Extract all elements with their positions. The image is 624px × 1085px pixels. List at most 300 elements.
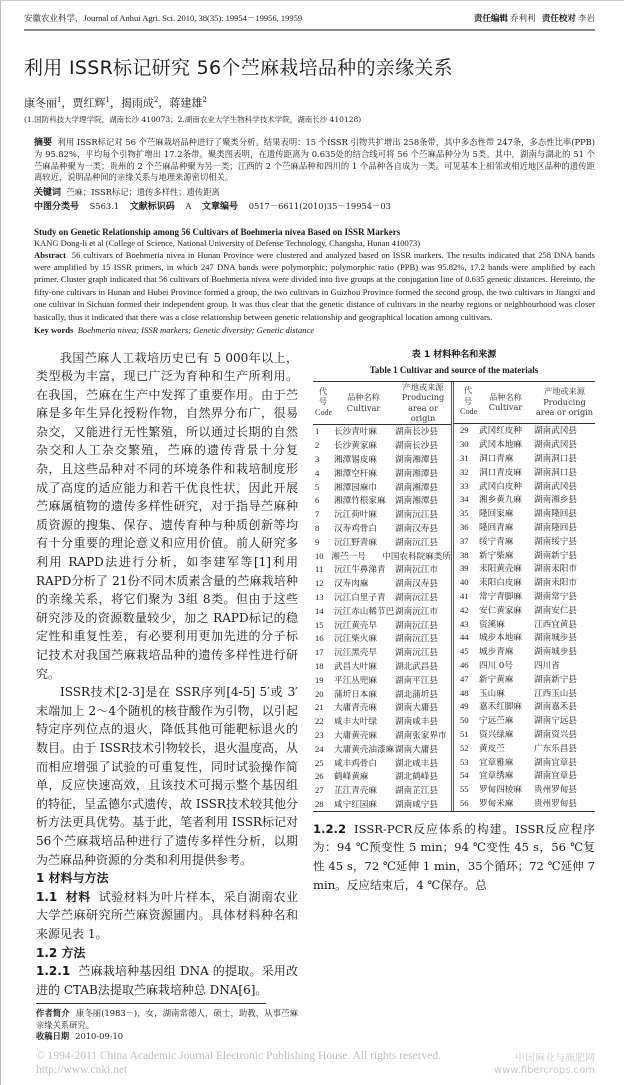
cultivar-cell: 宜章雅麻 — [479, 757, 514, 768]
origin-cell: 湖南城步县 — [534, 647, 577, 658]
code-cell: 53 — [460, 756, 469, 767]
cultivar-cell: 罗甸四棱麻 — [479, 785, 522, 796]
code-cell: 17 — [315, 647, 324, 658]
origin-cell: 湖南资兴县 — [534, 729, 577, 740]
cultivar-cell: 咸宁红园麻 — [334, 799, 377, 810]
origin-cell: 湖南平江县 — [395, 675, 438, 686]
code-cell: 32 — [460, 466, 469, 477]
origin-cell: 湖南武冈县 — [534, 481, 577, 492]
origin-cell: 湖南宜章县 — [534, 757, 577, 768]
code-cell: 26 — [315, 771, 324, 782]
clc-value: S563.1 — [89, 200, 120, 211]
paragraph: 我国苎麻人工栽培历史已有 5 000年以上，类型极为丰富，现已广泛为育种和生产所利用。在我国，苎麻在生产中发挥了重要作用。由于苎麻是多年生异化授粉作物，自然界分布广，很易杂交，又能进行无性繁殖，所以通过长期的自然杂交和人工杂交繁殖，苎麻的遗传背景十分复杂，且这些品种对不同的环境条件和栽培制度形成了高度的适应能力和若干优良性状，因此开展苎麻属植物的遗传多样性研究，对于指导苎麻种质资源的搜集、保存、遗传育种与种质创新等均有十分重要的理论意义和应用价值。前人研究多利用 RAPD法进行分析，如李建军等[1]利用 RAPD分析了 21份不同木质素含量的苎麻栽培种的亲缘关系，将它们聚为 3组 8类。但由于这些研究涉及的资源数量较少，加之 RAPD标记的稳定性和重复性差，有必要利用更加先进的分子标记技术对我国苎麻栽培品种的遗传多样性进行研究。 — [36, 350, 298, 681]
table-row — [313, 493, 451, 507]
table-row — [313, 714, 451, 728]
table-row — [454, 686, 595, 700]
body-left-column — [36, 349, 298, 1043]
editor-name: 乔利利 — [509, 13, 536, 23]
table-row — [454, 561, 595, 575]
cultivar-cell: 大庸黄壳油漆麻 — [334, 744, 395, 755]
table-row — [313, 769, 451, 783]
code-cell: 24 — [315, 743, 324, 754]
keywords-en-text: Boehmeria nivea; ISSR markers; Genetic diversity; Genetic distance — [77, 325, 315, 336]
code-cell: 44 — [460, 632, 469, 643]
origin-cell: 湖南沅江市 — [395, 565, 438, 576]
code-cell: 30 — [460, 439, 469, 450]
cultivar-cell: 咸丰大叶绿 — [334, 717, 377, 728]
bio-text: 康冬丽(1983－)，女，湖南常德人，硕士，助教，从事苎麻亲缘关系研究。 — [36, 1008, 298, 1030]
code-cell: 16 — [315, 633, 324, 644]
cultivar-cell: 嘉禾红脚麻 — [479, 702, 522, 713]
table-row — [454, 534, 595, 548]
cultivar-cell: 绥宁青麻 — [479, 536, 514, 547]
origin-cell: 湖南常宁县 — [534, 591, 577, 602]
table-caption-en: Table 1 Cultivar and source of the materials — [369, 364, 539, 375]
table-row — [313, 673, 451, 687]
code-cell: 6 — [315, 495, 320, 506]
origin-cell: 湖北武昌县 — [395, 661, 438, 672]
table-row — [454, 617, 595, 631]
code-cell: 19 — [315, 674, 324, 685]
origin-cell: 湖南洞口县 — [534, 467, 577, 478]
origin-cell: 湖南沅江县 — [395, 592, 438, 603]
bio-line — [36, 1008, 298, 1031]
cultivar-cell: 咸丰鸡骨白 — [334, 758, 377, 769]
code-cell: 46 — [460, 659, 469, 670]
footnote-rule — [36, 1003, 266, 1004]
abstract-cn — [34, 137, 595, 184]
table-row — [454, 699, 595, 713]
origin-cell: 湖南汉寿县 — [395, 579, 438, 590]
keywords-text: 苎麻；ISSR标记；遗传多样性；遗传距离 — [66, 186, 220, 197]
cultivar-cell: 资兴绿麻 — [479, 729, 514, 740]
origin-cell: 湖南宁远县 — [534, 716, 577, 727]
cultivar-cell: 湘潭园麻巾 — [334, 482, 377, 493]
origin-cell: 湖南大庸县 — [395, 744, 438, 755]
cultivar-cell: 湘潭竹根家麻 — [334, 496, 386, 507]
origin-cell: 湖南沅江县 — [395, 620, 438, 631]
cultivar-cell: 蒲圻日本麻 — [334, 689, 377, 700]
code-cell: 42 — [460, 604, 469, 615]
cultivar-cell: 武冈白皮种 — [479, 481, 522, 492]
code-cell: 12 — [315, 578, 324, 589]
table-row — [313, 604, 451, 618]
code-cell: 48 — [460, 687, 469, 698]
subsection-text: ISSR-PCR反应体系的构建。ISSR反应程序为：94 ℃预变性 5 min；94 ℃变性 45 s，56 ℃复性 45 s，72 ℃延伸 1 min，35个循环；72 ℃延伸 7 min。反应结束后，4 ℃保存。总 — [313, 821, 595, 892]
code-cell: 52 — [460, 742, 469, 753]
table-right-half — [454, 382, 595, 811]
subsection-materials — [36, 888, 298, 944]
cultivar-cell: 沅江赤山稀节巴 — [334, 606, 395, 617]
english-title: Study on Genetic Relationship among 56 Cultivars of Boehmeria nivea Based on ISSR Markers — [34, 226, 401, 237]
paper-title: 利用 ISSR标记研究 56个苎麻栽培品种的亲缘关系 — [24, 57, 453, 79]
cultivar-cell: 资溪麻 — [479, 619, 505, 630]
table-row — [313, 659, 451, 673]
cultivar-cell: 湘潭空杆麻 — [334, 468, 377, 479]
code-cell: 27 — [315, 785, 324, 796]
keywords-en — [34, 324, 595, 336]
cultivar-cell: 湘乡黄九麻 — [479, 495, 522, 506]
section-number: 1.2.1 — [36, 964, 71, 979]
origin-cell: 湖南嘉禾县 — [534, 702, 577, 713]
cultivar-cell: 湘苎一号 — [331, 551, 366, 562]
code-cell: 23 — [315, 729, 324, 740]
code-cell: 35 — [460, 508, 469, 519]
author: 康冬丽 — [24, 96, 57, 110]
cultivar-cell: 玉山麻 — [479, 688, 505, 699]
author-sup: 1 — [105, 96, 110, 104]
cultivar-cell: 洞口青皮麻 — [479, 467, 522, 478]
clc-label: 中图分类号 — [34, 201, 80, 212]
cultivar-cell: 城步青麻 — [479, 647, 514, 658]
table-row — [313, 783, 451, 797]
code-cell: 29 — [460, 425, 469, 436]
received-date: 2010-09-10 — [75, 1031, 124, 1042]
origin-cell: 湖南隆回县 — [534, 509, 577, 520]
author-sup: 2 — [153, 96, 159, 104]
table-row — [454, 437, 595, 451]
table-row — [454, 658, 595, 672]
watermark-cn: 中国麻业与施肥网 — [515, 1052, 595, 1064]
cultivar-cell: 大庸青壳麻 — [334, 703, 377, 714]
doc-label: 文献标识码 — [129, 201, 175, 212]
cultivar-cell: 黄皮苎 — [479, 743, 505, 754]
cultivar-cell: 沅江黑壳早 — [334, 648, 377, 659]
table-left-half — [313, 382, 454, 811]
column-header: 产地或来源 Producing area or origin — [401, 381, 445, 423]
code-cell: 4 — [315, 467, 320, 478]
code-cell: 34 — [460, 494, 469, 505]
abstract-text: 利用 ISSR标记对 56 个苎麻栽培品种进行了聚类分析。结果表明：15 个ISSR 引物共扩增出 258条带，其中多态性带 247条，多态性比率(PPB)为 95.82%，平均每个引物扩增出 17.2条带。聚类图表明，在遗传距离为 0.635处的结合线可将 56 个苎麻品种分为 5类。其中，湖南与湖北的 51 个苎麻品种聚为一类；贵州的 2 个苎麻品种聚为另一类；江西的 2 个苎麻品种和四川的 1 个品种各自成为一类。可见基本上相邻或相近地区品种的遗传距离较近，说明品种间的亲缘关系与地理来源密切相关。 — [34, 136, 595, 183]
table-row — [454, 479, 595, 493]
section-heading: 1 材料与方法 — [36, 871, 109, 886]
cultivar-cell: 长沙青叶麻 — [334, 427, 377, 438]
abstract-label: 摘要 — [34, 137, 53, 148]
author: 贾红辉 — [72, 96, 106, 110]
origin-cell: 中国农科院麻类所 — [382, 551, 451, 562]
table-caption-cn: 表 1 材料种名和来源 — [411, 349, 497, 360]
table-row — [313, 797, 451, 811]
code-cell: 25 — [315, 757, 324, 768]
paragraph: ISSR技术[2-3]是在 SSR序列[4-5] 5′或 3′末端加上 2～4个随机的核苷酸作为引物，以引起特定序列位点的退火，降低其他可能靶标退火的数目。由于 ISSR技术引物较长，退火温度高，从而相应增强了试验的可重复性，同时试验操作简单，反应快速高效，且该技术可揭示整个基因组的特征，呈孟德尔式遗传，故 ISSR技术较其他分析方法更具优势。基于此，笔者利用 ISSR标记对 56个苎麻栽培品种进行了遗传多样性分析，以期为苎麻品种资源的分类和利用提供参考。 — [36, 685, 298, 867]
origin-cell: 湖南耒阳市 — [534, 564, 577, 575]
origin-cell: 湖南长沙县 — [395, 427, 438, 438]
code-cell: 13 — [315, 591, 324, 602]
column-header: 代号 Code — [315, 386, 333, 417]
cultivar-cell: 宁远苎麻 — [479, 716, 514, 727]
origin-cell: 湖北蒲圻县 — [395, 689, 438, 700]
origin-cell: 湖南汉寿县 — [395, 523, 438, 534]
cultivar-cell: 隆回青麻 — [479, 522, 514, 533]
origin-cell: 贵州罗甸县 — [534, 785, 577, 796]
page-footer — [24, 1049, 595, 1077]
origin-cell: 湖南新宁县 — [534, 674, 577, 685]
abstract-en-label: Abstract — [34, 249, 66, 260]
origin-cell: 湖南沅江县 — [395, 537, 438, 548]
table-row — [454, 575, 595, 589]
table-row — [454, 768, 595, 782]
table-row — [454, 520, 595, 534]
cultivar-cell: 大庸黄壳麻 — [334, 730, 377, 741]
author: 揭雨成 — [120, 96, 154, 110]
table-row — [313, 687, 451, 701]
subsection-text: 苎麻栽培种基因组 DNA 的提取。采用改进的 CTAB法提取苎麻栽培种总 DNA[6]。 — [36, 964, 298, 997]
column-header: 代号 Code — [460, 386, 478, 417]
origin-cell: 湖南咸宁县 — [395, 799, 438, 810]
table-row — [313, 562, 451, 576]
cultivar-cell: 平江丛兜麻 — [334, 675, 377, 686]
body-right-column — [313, 349, 595, 1043]
code-cell: 50 — [460, 715, 469, 726]
code-cell: 37 — [460, 535, 469, 546]
code-cell: 31 — [460, 452, 469, 463]
code-cell: 8 — [315, 522, 320, 533]
cultivar-cell: 长沙黄家麻 — [334, 441, 377, 452]
proof-label: 责任校对 — [541, 14, 576, 24]
table-row — [454, 603, 595, 617]
table-row — [454, 644, 595, 658]
keywords-cn — [34, 186, 595, 199]
table-row — [313, 700, 451, 714]
cultivar-cell: 洞口青麻 — [479, 453, 514, 464]
table-row — [454, 755, 595, 769]
cultivar-cell: 武昌大叶麻 — [334, 661, 377, 672]
abstract-en — [34, 249, 595, 323]
body-columns — [24, 349, 595, 1043]
table-row — [313, 507, 451, 521]
cultivar-cell: 芷江青壳麻 — [334, 786, 377, 797]
code-cell: 21 — [315, 702, 324, 713]
origin-cell: 湖南沅江县 — [395, 634, 438, 645]
cultivar-cell: 沅江白里子青 — [334, 592, 386, 603]
keywords-label: 关键词 — [34, 187, 62, 198]
code-cell: 10 — [315, 550, 324, 561]
cultivar-cell: 汉寿肉麻 — [334, 579, 369, 590]
origin-cell: 湖北鹤峰县 — [395, 772, 438, 783]
cultivar-table — [313, 381, 595, 812]
origin-cell: 湖北咸丰县 — [395, 758, 438, 769]
table-row — [454, 451, 595, 465]
origin-cell: 湖南武冈县 — [534, 440, 577, 451]
code-cell: 40 — [460, 577, 469, 588]
origin-cell: 湖南沅江市 — [395, 606, 438, 617]
cultivar-cell: 沅江荷叶麻 — [334, 510, 377, 521]
column-header: 品种名称 Cultivar — [346, 392, 381, 413]
table-row — [313, 590, 451, 604]
origin-cell: 湖南长沙县 — [395, 441, 438, 452]
cultivar-cell: 罗甸米麻 — [479, 798, 514, 809]
table-row — [454, 548, 595, 562]
proofreader-name: 李岩 — [577, 13, 595, 23]
table-row — [313, 438, 451, 452]
code-cell: 49 — [460, 701, 469, 712]
code-cell: 56 — [460, 797, 469, 808]
table-header-row — [313, 382, 451, 425]
table-row — [454, 672, 595, 686]
code-cell: 28 — [315, 798, 324, 809]
cultivar-cell: 沅江野青麻 — [334, 537, 377, 548]
origin-cell: 湖南沅江县 — [395, 510, 438, 521]
origin-cell: 湖南隆回县 — [534, 522, 577, 533]
code-cell: 45 — [460, 646, 469, 657]
code-cell: 3 — [315, 453, 320, 464]
code-cell: 14 — [315, 605, 324, 616]
origin-cell: 湖南城步县 — [534, 633, 577, 644]
english-author: KANG Dong-li et al (College of Science, National University of Defense Technology, Changsha, Hunan 410073) — [34, 237, 421, 248]
column-header: 品种名称 Cultivar — [488, 391, 523, 412]
origin-cell: 湖南大庸县 — [395, 703, 438, 714]
author-sup: 2 — [202, 96, 207, 104]
code-cell: 15 — [315, 619, 324, 630]
cultivar-cell: 沅江柴火麻 — [334, 634, 377, 645]
table-row — [454, 727, 595, 741]
table-row — [313, 466, 451, 480]
received-label: 收稿日期 — [36, 1031, 70, 1042]
code-cell: 41 — [460, 590, 469, 601]
code-cell: 11 — [315, 564, 324, 575]
cultivar-cell: 四川 0号 — [479, 660, 513, 671]
code-cell: 43 — [460, 618, 469, 629]
code-cell: 20 — [315, 688, 324, 699]
table-row — [313, 535, 451, 549]
received-line — [36, 1031, 298, 1043]
cultivar-cell: 耒阳白皮麻 — [479, 578, 522, 589]
table-row — [454, 741, 595, 755]
cultivar-cell: 汉寿鸡骨白 — [334, 523, 377, 534]
cultivar-cell: 新宁柴麻 — [479, 550, 514, 561]
table-row — [313, 576, 451, 590]
section-number: 1.1 — [36, 889, 58, 904]
author-bio — [36, 1008, 298, 1043]
cultivar-cell: 沅江牛鼻涕青 — [334, 565, 386, 576]
origin-cell: 湖南安仁县 — [534, 605, 577, 616]
editor-label: 责任编辑 — [473, 14, 508, 24]
table-row — [313, 728, 451, 742]
origin-cell: 湖南新宁县 — [534, 550, 577, 561]
table-row — [454, 589, 595, 603]
bio-label: 作者简介 — [36, 1008, 70, 1019]
table-row — [454, 630, 595, 644]
code-cell: 5 — [315, 481, 320, 492]
doc-value: A — [185, 200, 192, 211]
cultivar-cell: 沅江黄壳早 — [334, 620, 377, 631]
origin-cell: 湖南湘潭县 — [395, 482, 438, 493]
table-row — [313, 618, 451, 632]
table-row — [313, 425, 451, 439]
table-row — [454, 424, 595, 438]
origin-cell: 湖南咸丰县 — [395, 717, 438, 728]
table-row — [313, 521, 451, 535]
code-cell: 1 — [315, 426, 320, 437]
table-row — [313, 631, 451, 645]
code-cell: 54 — [460, 770, 469, 781]
origin-cell: 湖南洞口县 — [534, 453, 577, 464]
table-row — [454, 796, 595, 810]
origin-cell: 湖南耒阳市 — [534, 578, 577, 589]
code-cell: 7 — [315, 509, 320, 520]
subsection-dna — [36, 962, 298, 999]
watermark-url: www.fibercrops.com — [493, 1064, 595, 1076]
code-cell: 2 — [315, 440, 320, 451]
copyright-footer: © 1994-2011 China Academic Journal Electronic Publishing House. All rights reserved. http://www.cnki.net — [36, 1049, 441, 1076]
subsection-heading: 1.2 方法 — [36, 945, 86, 960]
table-row — [313, 645, 451, 659]
classification-line — [34, 200, 595, 213]
code-cell: 22 — [315, 716, 324, 727]
origin-cell: 湖南湘潭县 — [395, 454, 438, 465]
article-value: 0517－6611(2010)35－19954－03 — [248, 200, 391, 211]
keywords-en-label: Key words — [34, 325, 74, 336]
cultivar-cell: 安仁黄家麻 — [479, 605, 522, 616]
editor-info — [474, 12, 595, 24]
origin-cell: 湖南湘潭县 — [395, 468, 438, 479]
origin-cell: 江西宜黄县 — [534, 619, 577, 630]
table-row — [454, 782, 595, 796]
cultivar-cell: 鹤峰黄麻 — [334, 772, 369, 783]
running-header — [24, 12, 595, 31]
origin-cell: 广东乐昌县 — [534, 743, 577, 754]
origin-cell: 湖南湘潭县 — [395, 496, 438, 507]
abstract-block — [24, 137, 595, 337]
origin-cell: 湖南湘乡县 — [534, 495, 577, 506]
code-cell: 38 — [460, 549, 469, 560]
column-header: 产地或来源 Producing area or origin — [535, 386, 594, 418]
cultivar-cell: 耒阳黄壳麻 — [479, 564, 522, 575]
cultivar-cell: 武冈红皮种 — [479, 426, 522, 437]
origin-cell: 四川省 — [534, 660, 560, 671]
table-header-row — [454, 382, 595, 424]
author-sup: 1 — [57, 96, 62, 104]
cultivar-cell: 常宁青脚麻 — [479, 591, 522, 602]
author-list: 康冬丽$^1$，贾红辉$^1$，揭雨成$^2$，蒋建雄$^2$ — [24, 96, 207, 110]
table-row — [454, 492, 595, 506]
code-cell: 39 — [460, 563, 469, 574]
code-cell: 36 — [460, 521, 469, 532]
cultivar-cell: 湘潭锡皮麻 — [334, 454, 377, 465]
code-cell: 18 — [315, 660, 324, 671]
table-row — [313, 549, 451, 563]
code-cell: 9 — [315, 536, 320, 547]
origin-cell: 湖南宜章县 — [534, 771, 577, 782]
subsection-title: 材料 — [65, 889, 91, 904]
origin-cell: 湖南武冈县 — [534, 426, 577, 437]
table-row — [313, 452, 451, 466]
origin-cell: 湖南绥宁县 — [534, 536, 577, 547]
table-row — [454, 465, 595, 479]
cultivar-cell: 武冈本地麻 — [479, 440, 522, 451]
table-row — [313, 756, 451, 770]
table-row — [313, 742, 451, 756]
table-row — [313, 480, 451, 494]
journal-citation: 安徽农业科学，Journal of Anhui Agri. Sci. 2010, 38(35): 19954－19956, 19959 — [24, 13, 303, 23]
origin-cell: 江西玉山县 — [534, 688, 577, 699]
origin-cell: 湖南沅江县 — [395, 648, 438, 659]
watermark — [494, 1053, 595, 1077]
table-row — [454, 506, 595, 520]
origin-cell: 湖南芷江县 — [395, 786, 438, 797]
origin-cell: 贵州罗甸县 — [534, 798, 577, 809]
code-cell: 47 — [460, 673, 469, 684]
cultivar-cell: 隆回家麻 — [479, 509, 514, 520]
abstract-en-text: 56 cultivars of Boehmeria nivea in Hunan Province were clustered and analyzed based on ISSR markers. The results indicated that 258 DNA bands were amplified by 15 ISSR primers, in which 247 DNA bands were polymorphic; polymorphic ratio (PPB) was 95.82%, 17.2 bands were amplified by each primer. Cluster graph indicated that 56 cultivars of Boehmeria nivea were divided into five groups at the conjugation line of 0.635 genetic distances. Hereinto, the fifty-one cultivars in Hunan and Hubei Province formed a group, the two cultivars in Guizhou Province formed the second group, the two cultivars in Jiangxi and one cultivar in Sichuan formed their independent group. It was thus clear that the genetic distance of cultivars in the nearby regions or neighbourhood was closer basically, thus it indicated that there was a close relationship between genetic relationship and geographical location among cultivars. — [34, 249, 595, 322]
section-number: 1.2.2 — [313, 821, 347, 836]
code-cell: 55 — [460, 784, 469, 795]
subsection-text: 试验材料为叶片样本，采自湖南农业大学苎麻研究所苎麻资源圃内。具体材料种名和来源见表 1。 — [36, 889, 298, 941]
article-label: 文章编号 — [202, 201, 239, 212]
code-cell: 51 — [460, 728, 469, 739]
cultivar-cell: 宜章绣麻 — [479, 771, 514, 782]
affiliation: (1.国防科技大学理学院，湖南长沙 410073；2.湖南农业大学生物科学技术学院，湖南长沙 410128) — [24, 114, 362, 124]
